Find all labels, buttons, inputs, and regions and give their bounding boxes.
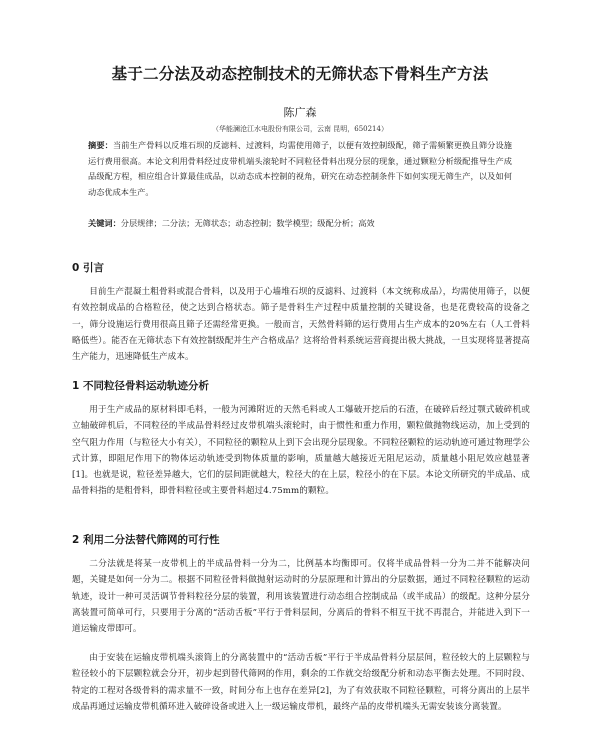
- section-heading-intro: 0 引言: [72, 262, 104, 274]
- section-bisection-paragraph-2: 由于安装在运输皮带机端头滚筒上的分离装置中的“活动舌板”平行于半成品骨料分层层间，粒径较大的上层颗粒与粒径较小的下层颗粒就会分开，初步起到替代筛网的作用，剩余的工作就交给级配分析和动态平衡去处理。不同时段、特定的工程对各级骨料的需求量不一致，时间分布上也存在差异[2]，为了有效获取不同粒径颗粒，可将分离出的上层半成品再通过运输皮带机循环进入破碎设备或进入上一级运输皮带机，最终产品的皮带机端头无需安装该分离装置。: [72, 653, 530, 712]
- section-heading-bisection: 2 利用二分法替代筛网的可行性: [72, 534, 220, 546]
- keywords-label: 关键词：: [88, 218, 121, 228]
- abstract-label: 摘要：: [88, 140, 113, 150]
- section-bisection-paragraph-1: 二分法就是将某一皮带机上的半成品骨料一分为二，比例基本均衡即可。仅将半成品骨料一分为二并不能解决问题，关键是如何一分为二。根据不同粒径骨料做抛射运动时的分层原理和计算出的分层数据，通过不同粒径颗粒的运动轨迹，设计一种可灵活调节骨料粒径分层的装置，利用该装置进行动态组合控制成品（或半成品）的级配。这种分层分离装置可简单可行，只要用于分离的“活动舌板”平行于骨料层间，分离后的骨料不相互干扰不再混合，并能进入到下一道运输皮带即可。: [72, 559, 530, 635]
- section-trajectory-paragraph: 用于生产成品的原材料即毛料，一般为河滩附近的天然毛料或人工爆破开挖后的石渣，在破碎后经过颚式破碎机或立轴破碎机后，不同粒径的半成品骨料经过皮带机端头滚轮时，由于惯性和重力作用，颗粒做抛物线运动，加上受到的空气阻力作用（与粒径大小有关），不同粒径的颗粒从上到下会出现分层现象。不同粒径颗粒的运动轨迹可通过物理学公式计算，即阻尼作用下的物体运动轨迹受到物体质量的影响，质量越大越接近无阻尼运动，质量越小阻尼效应越显著[1]。也就是说，粒径差异越大，它们的层间距就越大，粒径大的在上层，粒径小的在下层。本论文所研究的半成品、成品骨料指的是粗骨料，即骨料粒径或主要骨料超过4.75mm的颗粒。: [72, 405, 530, 497]
- author-name: 陈广森: [283, 106, 317, 119]
- keywords: [88, 216, 512, 230]
- paper-title: 基于二分法及动态控制技术的无筛状态下骨料生产方法: [111, 65, 489, 83]
- keywords-text: 分层规律；二分法；无筛状态；动态控制；数学模型；级配分析；高效: [120, 218, 375, 228]
- affiliation: （华能澜沧江水电股份有限公司，云南 昆明，650214）: [212, 125, 388, 133]
- section-heading-trajectory: 1 不同粒径骨料运动轨迹分析: [72, 380, 209, 392]
- abstract-text: 当前生产骨料以反堆石坝的反滤料、过渡料，均需使用筛子，以便有效控制级配，筛子需频繁更换且筛分设施运行费用很高。本论文利用骨料经过皮带机端头滚轮时不同粒径骨料出现分层的现象，通过颗粒分析级配推导生产成品级配方程，相应组合计算最佳成品，以动态成本控制的视角，研究在动态控制条件下如何实现无筛生产，以及如何动态优成本生产。: [88, 140, 512, 197]
- abstract: [88, 138, 512, 200]
- section-intro-paragraph: 目前生产混凝土粗骨料或混合骨料，以及用于心墙堆石坝的反滤料、过渡料（本文统称成品），均需使用筛子，以便有效控制成品的合格粒径，使之达到合格状态。筛子是骨料生产过程中质量控制的关键设备，也是花费较高的设备之一，筛分设施运行费用很高且筛子还需经常更换。一般而言，天然骨料筛的运行费用占生产成本的20%左右（人工骨料略低些）。能否在无筛状态下有效控制级配并生产合格成品？这将给骨料系统运营商提出极大挑战，一旦实现将显著提高生产能力，迅速降低生产成本。: [72, 287, 530, 363]
